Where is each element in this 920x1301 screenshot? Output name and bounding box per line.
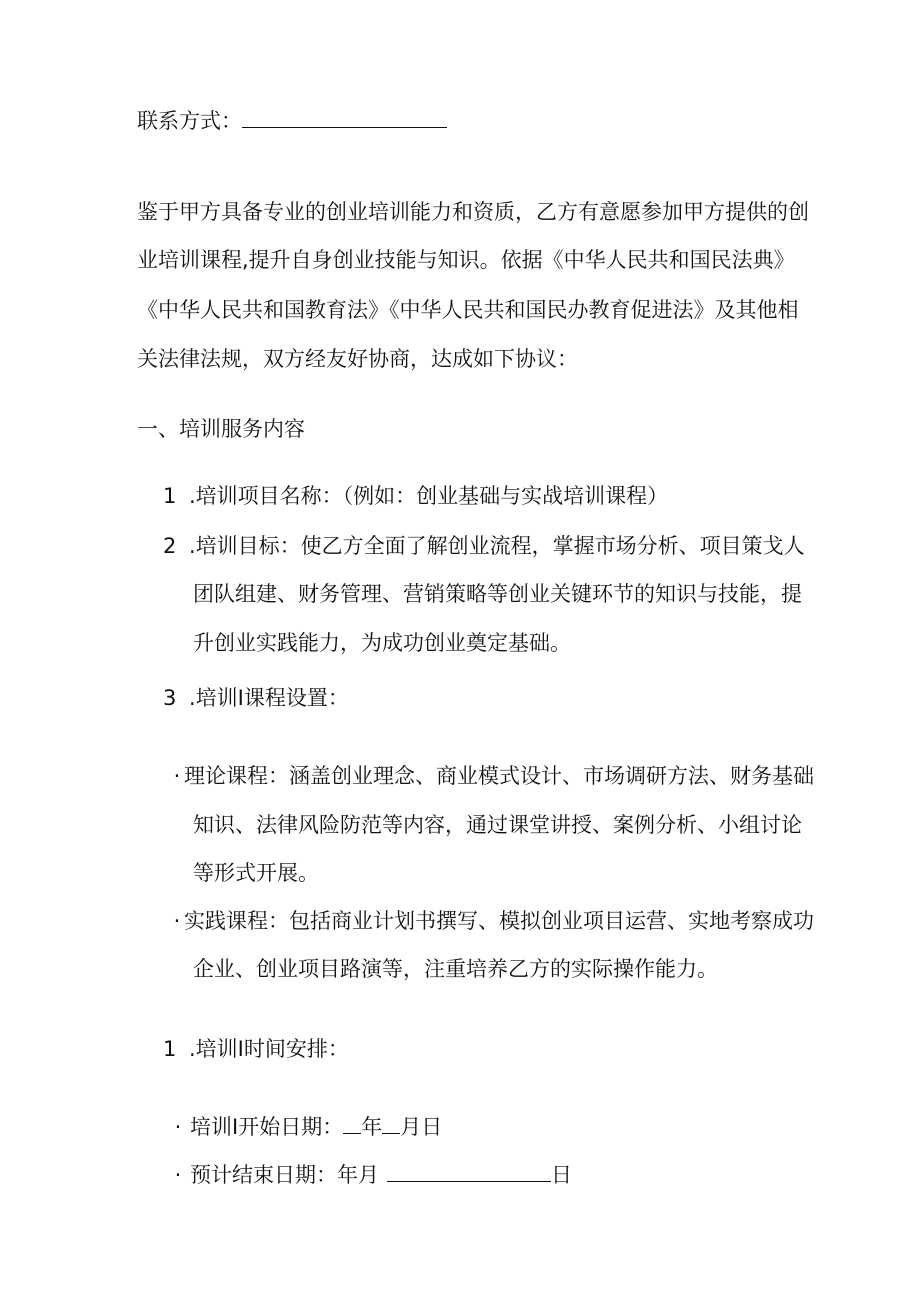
start-date-line bbox=[166, 1112, 442, 1142]
practice-bullet-item bbox=[170, 906, 814, 936]
bullet-dot-icon: · bbox=[173, 764, 181, 788]
item-1 bbox=[163, 481, 668, 511]
end-day-unit: 日 bbox=[551, 1163, 572, 1187]
item-2-line-3: 升创业实践能力，为成功创业奠定基础。 bbox=[193, 631, 571, 655]
section-heading: 一、培训服务内容 bbox=[137, 417, 305, 441]
item-1-text: .培训项目名称：（例如：创业基础与实战培训课程） bbox=[189, 484, 669, 508]
start-month-blank[interactable] bbox=[382, 1132, 400, 1134]
end-date-label: 预计结束日期：年月 bbox=[190, 1163, 379, 1187]
end-date-line bbox=[166, 1160, 572, 1190]
preamble-line-1: 鉴于甲方具备专业的创业培训能力和资质，乙方有意愿参加甲方提供的创 bbox=[137, 200, 809, 224]
item-2-line-1: .培训目标：使乙方全面了解创业流程，掌握市场分析、项目策戈人 bbox=[189, 534, 805, 558]
theory-line-1: 理论课程：涵盖创业理念、商业模式设计、市场调研方法、财务基础 bbox=[184, 764, 814, 788]
start-month-day-unit: 月日 bbox=[400, 1115, 443, 1139]
contact-label: 联系方式： bbox=[137, 109, 242, 133]
item-1-number: 1 bbox=[163, 484, 177, 508]
item-3-number: 3 bbox=[163, 686, 177, 710]
preamble-line-4: 关法律法规，双方经友好协商，达成如下协议： bbox=[137, 347, 578, 371]
start-date-label: 培训I开始日期： bbox=[190, 1115, 344, 1139]
item-2-number: 2 bbox=[163, 534, 177, 558]
practice-line-1: 实践课程：包括商业计划书撰写、模拟创业项目运营、实地考察成功 bbox=[184, 909, 814, 933]
item-4 bbox=[163, 1034, 349, 1064]
theory-bullet-item bbox=[170, 761, 814, 791]
item-3-text: .培训I课程设置： bbox=[189, 686, 349, 710]
bullet-dot-icon: · bbox=[174, 1163, 182, 1187]
theory-line-3: 等形式开展。 bbox=[193, 861, 319, 885]
contact-line bbox=[137, 106, 447, 136]
end-date-blank[interactable] bbox=[387, 1180, 551, 1182]
theory-line-2: 知识、法律风险防范等内容，通过课堂讲授、案例分析、小组讨论 bbox=[193, 813, 802, 837]
start-year-blank[interactable] bbox=[343, 1132, 361, 1134]
item-4-number: 1 bbox=[163, 1037, 177, 1061]
start-year-unit: 年 bbox=[361, 1115, 383, 1139]
item-2 bbox=[163, 531, 805, 561]
bullet-dot-icon: · bbox=[173, 909, 181, 933]
practice-line-2: 企业、创业项目路演等，注重培养乙方的实际操作能力。 bbox=[193, 957, 718, 981]
contact-blank[interactable] bbox=[242, 126, 447, 128]
preamble-line-3: 《中华人民共和国教育法》《中华人民共和国民办教育促进法》及其他相 bbox=[137, 298, 799, 322]
item-4-text: .培训I时间安排： bbox=[189, 1037, 349, 1061]
item-2-line-2: 团队组建、财务管理、营销策略等创业关键环节的知识与技能，提 bbox=[193, 582, 802, 606]
item-3 bbox=[163, 683, 349, 713]
bullet-dot-icon: · bbox=[174, 1115, 182, 1139]
preamble-line-2: 业培训课程,提升自身创业技能与知识。依据《中华人民共和国民法典》 bbox=[137, 248, 795, 272]
